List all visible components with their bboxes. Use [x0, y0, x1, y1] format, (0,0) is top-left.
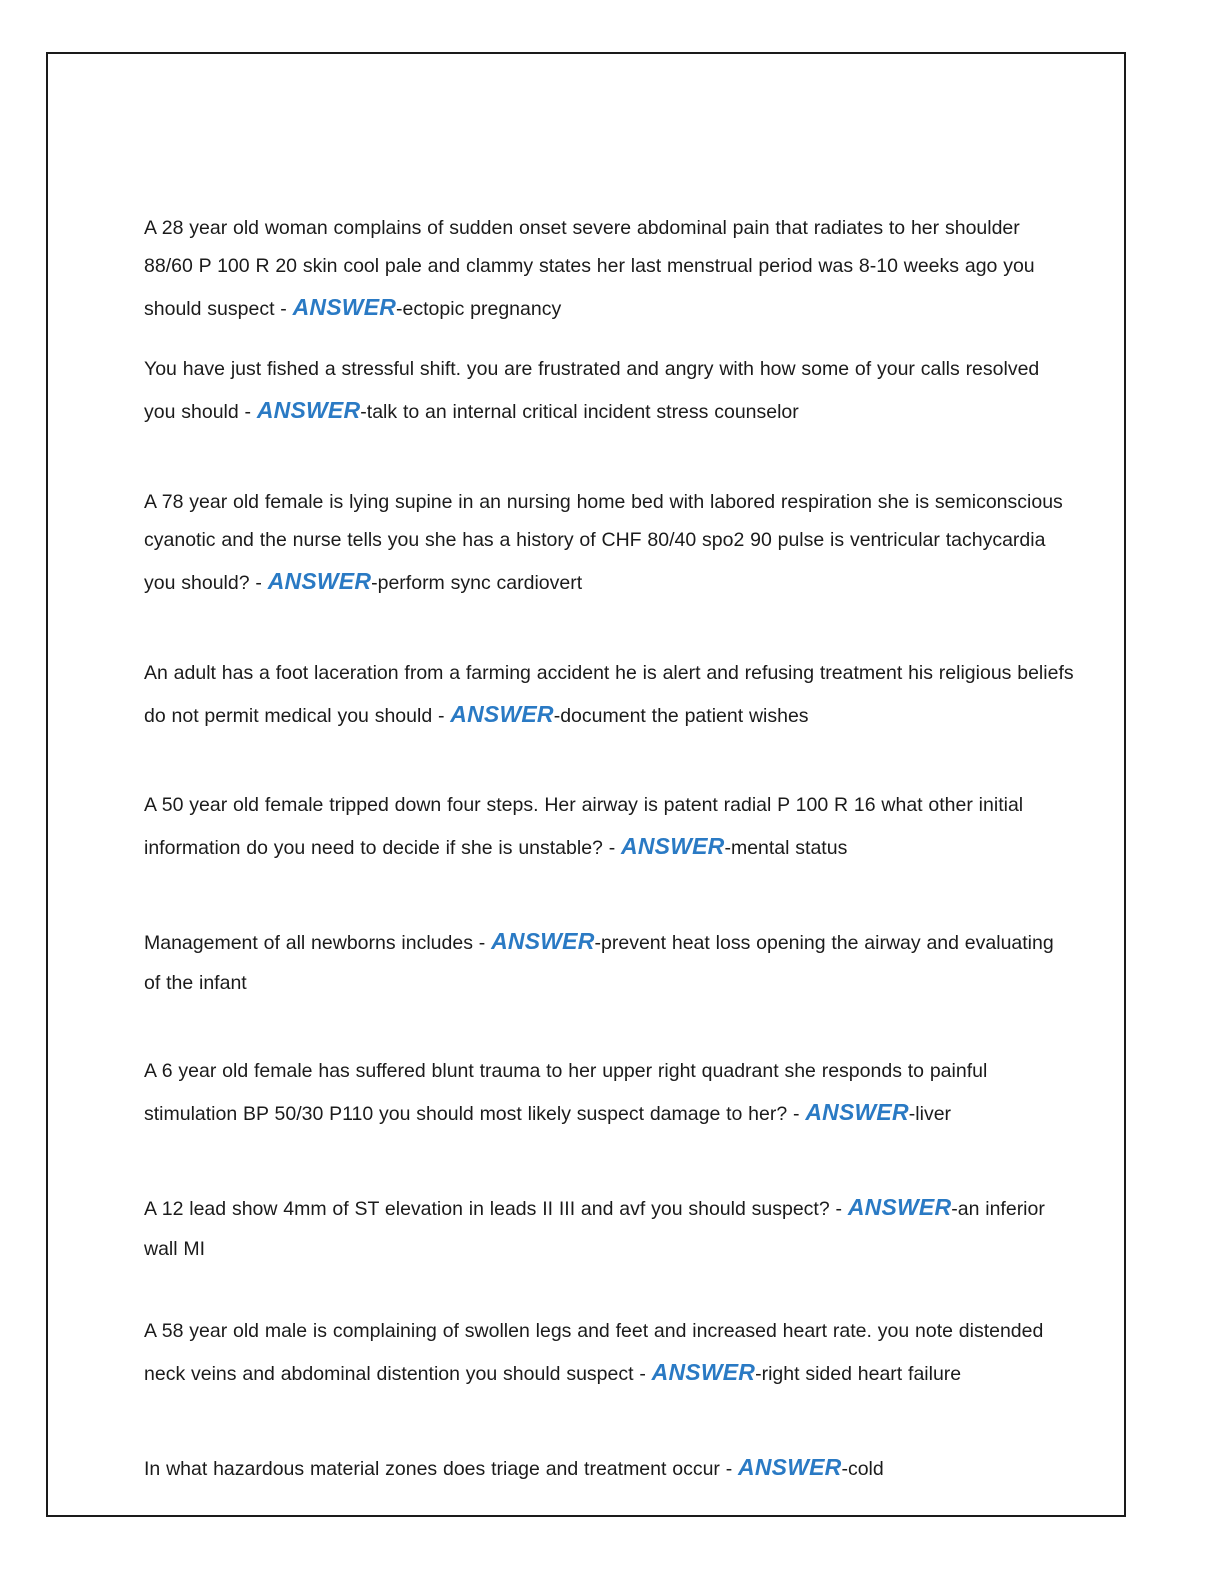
answer-text: -prevent heat loss opening the airway and evaluating of the infant: [144, 932, 1054, 995]
paragraph-spacer: [144, 334, 1074, 350]
paragraph-spacer: [144, 1272, 1074, 1312]
paragraph-spacer: [144, 608, 1074, 654]
question-text: Management of all newborns includes -: [144, 932, 492, 955]
answer-label: ANSWER: [450, 700, 554, 727]
qa-item: [144, 350, 1074, 433]
answer-label: ANSWER: [621, 833, 725, 860]
paragraph-spacer: [144, 1006, 1074, 1052]
answer-text: -document the patient wishes: [553, 704, 809, 727]
question-text: You have just fished a stressful shift. you are frustrated and angry with how some of your calls resolved you should -: [144, 357, 1040, 423]
question-text: A 28 year old woman complains of sudden onset severe abdominal pain that radiates to her shoulder 88/60 P 100 R 20 skin cool pale and clammy states her last menstrual period was 8-10 weeks ago you should suspect -: [144, 217, 1035, 321]
paragraph-spacer: [144, 873, 1074, 919]
paragraph-spacer: [144, 1399, 1074, 1445]
answer-text: -ectopic pregnancy: [396, 298, 562, 321]
answer-text: -mental status: [724, 837, 848, 860]
question-text: A 12 lead show 4mm of ST elevation in leads II III and avf you should suspect? -: [144, 1198, 848, 1221]
paragraph-spacer: [144, 437, 1074, 483]
question-text: In what hazardous material zones does triage and treatment occur -: [144, 1457, 739, 1480]
answer-text: -perform sync cardiovert: [371, 571, 583, 594]
question-text: An adult has a foot laceration from a farming accident he is alert and refusing treatment his religious beliefs do not permit medical you should -: [144, 661, 1074, 727]
answer-text: -liver: [908, 1103, 952, 1126]
paragraph-spacer: [144, 740, 1074, 786]
answer-text: -right sided heart failure: [755, 1362, 962, 1385]
answer-label: ANSWER: [738, 1453, 842, 1480]
question-text: A 6 year old female has suffered blunt trauma to her upper right quadrant she responds to painful stimulation BP 50/30 P110 you should most likely suspect damage to her? -: [144, 1060, 988, 1126]
question-text: A 78 year old female is lying supine in an nursing home bed with labored respiration she is semiconscious cyanotic and the nurse tells you she has a history of CHF 80/40 spo2 90 pulse is ventricular tachycardia you should? -: [144, 490, 1063, 594]
answer-label: ANSWER: [267, 567, 372, 594]
qa-item: [144, 1185, 1074, 1268]
qa-item: [144, 483, 1074, 604]
document-page: [46, 52, 1126, 1517]
answer-label: ANSWER: [651, 1358, 756, 1385]
qa-list: [144, 209, 1074, 1510]
qa-item: [144, 654, 1074, 737]
qa-item: [144, 1445, 1074, 1490]
qa-item: [144, 209, 1074, 330]
question-text: A 50 year old female tripped down four steps. Her airway is patent radial P 100 R 16 what other initial information do you need to decide if she is unstable? -: [144, 794, 1024, 860]
paragraph-spacer: [144, 1494, 1074, 1510]
paragraph-spacer: [144, 1139, 1074, 1185]
answer-text: -talk to an internal critical incident stress counselor: [360, 400, 799, 423]
answer-label: ANSWER: [292, 294, 397, 321]
qa-item: [144, 1052, 1074, 1135]
qa-item: [144, 919, 1074, 1002]
answer-text: -cold: [841, 1457, 884, 1480]
answer-label: ANSWER: [491, 928, 595, 955]
answer-label: ANSWER: [847, 1194, 952, 1221]
qa-item: [144, 1312, 1074, 1395]
answer-label: ANSWER: [256, 396, 361, 423]
answer-text: -an inferior wall MI: [144, 1198, 1045, 1260]
qa-item: [144, 786, 1074, 869]
question-text: A 58 year old male is complaining of swollen legs and feet and increased heart rate. you note distended neck veins and abdominal distention you should suspect -: [144, 1319, 1044, 1385]
answer-label: ANSWER: [805, 1099, 909, 1126]
